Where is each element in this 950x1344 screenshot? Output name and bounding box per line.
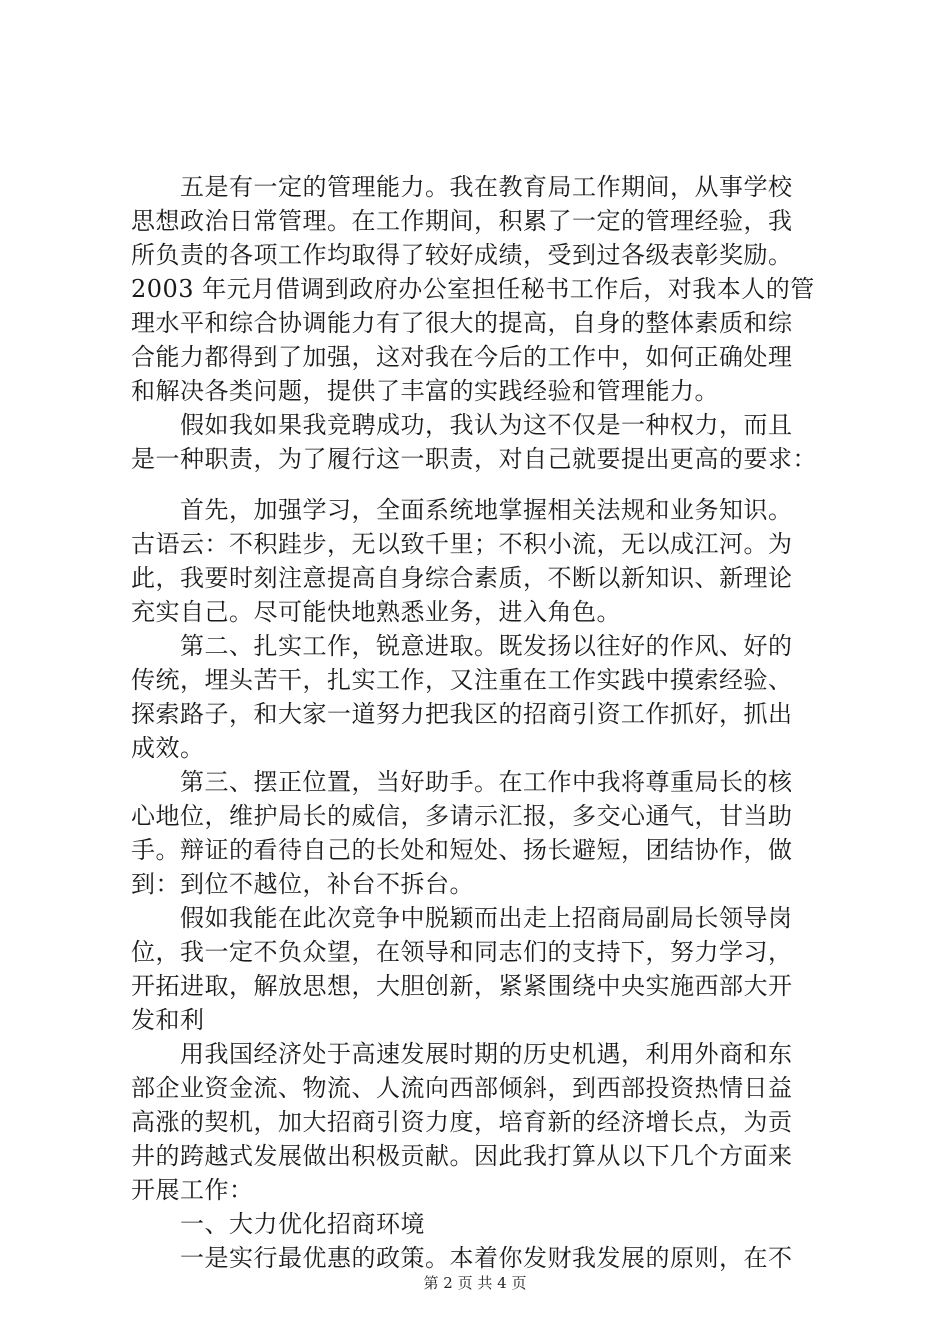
text-line: 第二、扎实工作，锐意进取。既发扬以往好的作风、好的 [131,632,793,660]
text-line: 心地位，维护局长的威信，多请示汇报，多交心通气，甘当助 [131,802,793,830]
text-line: 是一种职责，为了履行这一职责，对自己就要提出更高的要求： [131,445,817,473]
text-line: 五是有一定的管理能力。我在教育局工作期间，从事学校 [131,173,793,201]
text-line: 到：到位不越位，补台不拆台。 [131,870,474,898]
text-line: 开展工作： [131,1176,254,1204]
text-line: 发和利 [131,1006,205,1034]
text-line: 充实自己。尽可能快地熟悉业务，进入角色。 [131,598,621,626]
text-line: 2003 年元月借调到政府办公室担任秘书工作后，对我本人的管 [131,275,815,303]
text-line: 理水平和综合协调能力有了很大的提高，自身的整体素质和综 [131,309,793,337]
text-line: 假如我能在此次竞争中脱颖而出走上招商局副局长领导岗 [131,904,793,932]
text-line: 所负责的各项工作均取得了较好成绩，受到过各级表彰奖励。 [131,241,793,269]
text-line: 用我国经济处于高速发展时期的历史机遇，利用外商和东 [131,1040,793,1068]
text-line: 假如我如果我竞聘成功，我认为这不仅是一种权力，而且 [131,411,793,439]
text-line: 思想政治日常管理。在工作期间，积累了一定的管理经验，我 [131,207,793,235]
text-line: 合能力都得到了加强，这对我在今后的工作中，如何正确处理 [131,343,793,371]
text-line: 高涨的契机，加大招商引资力度，培育新的经济增长点，为贡 [131,1108,793,1136]
text-line: 首先，加强学习，全面系统地掌握相关法规和业务知识。 [131,496,793,524]
text-line: 井的跨越式发展做出积极贡献。因此我打算从以下几个方面来 [131,1142,793,1170]
text-line: 传统，埋头苦干，扎实工作，又注重在工作实践中摸索经验、 [131,666,793,694]
text-line: 第三、摆正位置，当好助手。在工作中我将尊重局长的核 [131,768,793,796]
text-line: 探索路子，和大家一道努力把我区的招商引资工作抓好，抓出 [131,700,793,728]
text-line: 手。辩证的看待自己的长处和短处、扬长避短，团结协作，做 [131,836,793,864]
text-line: 古语云：不积跬步，无以致千里；不积小流，无以成江河。为 [131,530,793,558]
text-line: 开拓进取，解放思想，大胆创新，紧紧围绕中央实施西部大开 [131,972,793,1000]
text-line: 一是实行最优惠的政策。本着你发财我发展的原则，在不 [131,1244,793,1272]
text-line: 位，我一定不负众望，在领导和同志们的支持下，努力学习， [131,938,793,966]
text-line: 一、大力优化招商环境 [131,1210,425,1238]
text-line: 成效。 [131,734,205,762]
text-line: 部企业资金流、物流、人流向西部倾斜，到西部投资热情日益 [131,1074,793,1102]
text-line: 和解决各类问题，提供了丰富的实践经验和管理能力。 [131,377,719,405]
text-line: 此，我要时刻注意提高自身综合素质，不断以新知识、新理论 [131,564,793,592]
page-number-footer: 第 2 页 共 4 页 [423,1274,527,1292]
